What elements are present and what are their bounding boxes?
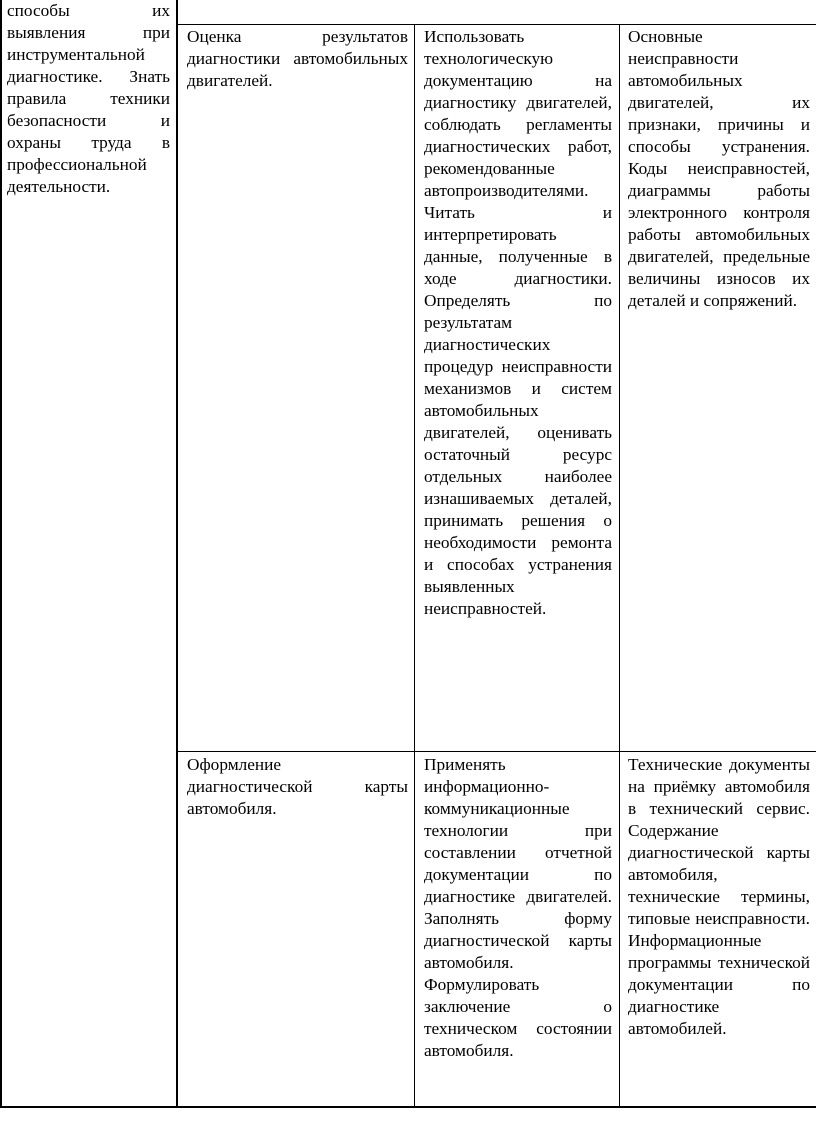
row-2-skills-cell (424, 754, 612, 1106)
row-2-skills-text: Применять информационно-коммуникационные технологии при составлении отчетной документации по диагностике двигателей. Заполнять форму диагностической карты автомобиля. Формулировать заключение о техническом состоянии автомобиля. (424, 755, 612, 1060)
table-border-bottom (0, 1106, 816, 1108)
table-divider-col2 (414, 25, 415, 1108)
row-1-knowledge-text: Основные неисправности автомобильных двигателей, их признаки, причины и способы устранения. Коды неисправностей, диаграммы работы электронного контроля работы автомобильных двигателей, предельные величины износов их деталей и сопряжений. (628, 27, 810, 310)
table-border-left (0, 0, 2, 1108)
row-2-knowledge-text: Технические документы на приёмку автомобиля в технический сервис. Содержание диагностической карты автомобиля, технические термины, типовые неисправности. Информационные программы технической документации по диагностике автомобилей. (628, 755, 810, 1038)
table-row-divider (176, 751, 816, 752)
row-1-skills-cell (424, 26, 612, 750)
row-1-knowledge-cell (628, 26, 810, 426)
row-2-result-text: Оформление диагностической карты автомобиля. (187, 755, 408, 818)
left-column-paragraph: способы их выявления при инструментальной диагностике. Знать правила техники безопасности и охраны труда в профессиональной деятельности. (7, 1, 170, 196)
row-1-result-text: Оценка результатов диагностики автомобильных двигателей. (187, 27, 408, 90)
left-column-text (7, 0, 170, 210)
row-2-knowledge-cell (628, 754, 810, 1106)
table-row-top-border (176, 24, 816, 25)
row-1-result-cell (187, 26, 408, 116)
row-2-result-cell (187, 754, 408, 844)
table-divider-col1 (176, 0, 178, 1108)
row-1-skills-text: Использовать технологическую документацию на диагностику двигателей, соблюдать регламенты диагностических работ, рекомендованные автопроизводителями. Читать и интерпретировать данные, полученные в ходе диагностики. Определять по результатам диагностических процедур неисправности механизмов и систем автомобильных двигателей, оценивать остаточный ресурс отдельных наиболее изнашиваемых деталей, принимать решения о необходимости ремонта и способах устранения выявленных неисправностей. (424, 27, 612, 618)
table-divider-col3 (619, 25, 620, 1108)
